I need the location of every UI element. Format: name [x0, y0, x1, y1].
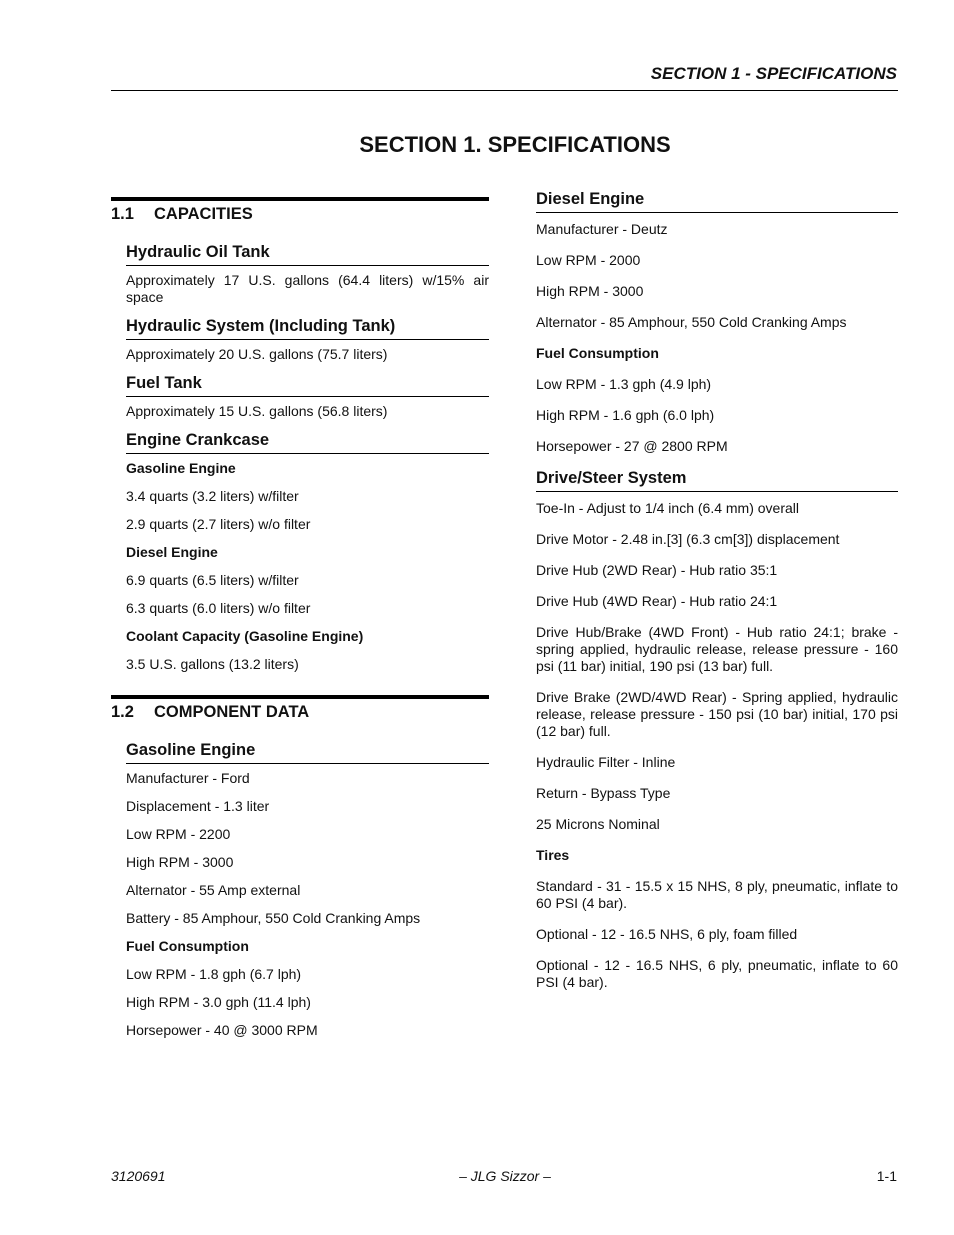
subheading: Diesel Engine [536, 190, 898, 213]
header-rule [111, 90, 898, 91]
spec-line: Manufacturer - Ford [126, 770, 250, 786]
spec-line: Displacement - 1.3 liter [126, 798, 270, 814]
footer-doc-number: 3120691 [111, 1168, 166, 1184]
spec-line: Drive Motor - 2.48 in.[3] (6.3 cm[3]) displacement [536, 531, 840, 547]
text-lines [536, 221, 898, 455]
text-lines [126, 272, 489, 306]
block-hydraulic-system [126, 317, 489, 363]
block-gasoline-engine [126, 741, 489, 1039]
spec-line: Low RPM - 2000 [536, 252, 641, 268]
subheading: Gasoline Engine [126, 741, 489, 764]
spec-line: Standard - 31 - 15.5 x 15 NHS, 8 ply, pneumatic, inflate to 60 PSI (4 bar). [536, 878, 898, 911]
spec-line: Optional - 12 - 16.5 NHS, 6 ply, pneumatic, inflate to 60 PSI (4 bar). [536, 957, 898, 990]
subheading: Hydraulic Oil Tank [126, 243, 489, 266]
spec-subheading: Fuel Consumption [536, 345, 659, 361]
section-heading-component-data [111, 695, 489, 733]
spec-line: Approximately 15 U.S. gallons (56.8 liters) [126, 403, 388, 419]
spec-line: Drive Hub (4WD Rear) - Hub ratio 24:1 [536, 593, 778, 609]
spec-line: Drive Hub (2WD Rear) - Hub ratio 35:1 [536, 562, 778, 578]
spec-line: Low RPM - 2200 [126, 826, 231, 842]
subheading: Fuel Tank [126, 374, 489, 397]
spec-line: Optional - 12 - 16.5 NHS, 6 ply, foam filled [536, 926, 798, 942]
spec-line: Alternator - 85 Amphour, 550 Cold Cranking Amps [536, 314, 847, 330]
section-number: 1.1 [111, 205, 134, 223]
spec-line: High RPM - 1.6 gph (6.0 lph) [536, 407, 715, 423]
text-lines [126, 403, 489, 420]
running-header: SECTION 1 - SPECIFICATIONS [650, 64, 897, 83]
text-lines [126, 770, 489, 1039]
subheading: Hydraulic System (Including Tank) [126, 317, 489, 340]
spec-line: Hydraulic Filter - Inline [536, 754, 676, 770]
text-lines [126, 346, 489, 363]
spec-line: High RPM - 3.0 gph (11.4 lph) [126, 994, 311, 1010]
block-engine-crankcase [126, 431, 489, 673]
block-hydraulic-oil-tank [126, 243, 489, 306]
text-lines [536, 500, 898, 991]
spec-line: Approximately 17 U.S. gallons (64.4 liters) w/15% air space [126, 272, 489, 305]
spec-line: Approximately 20 U.S. gallons (75.7 liters) [126, 346, 388, 362]
spec-line: Battery - 85 Amphour, 550 Cold Cranking Amps [126, 910, 421, 926]
block-diesel-engine [536, 190, 898, 455]
spec-line: Horsepower - 27 @ 2800 RPM [536, 438, 728, 454]
spec-line: High RPM - 3000 [126, 854, 234, 870]
text-lines [126, 460, 489, 673]
spec-line: 25 Microns Nominal [536, 816, 660, 832]
spec-line: 6.9 quarts (6.5 liters) w/filter [126, 572, 299, 588]
section-title: CAPACITIES [154, 205, 253, 223]
spec-line: Horsepower - 40 @ 3000 RPM [126, 1022, 318, 1038]
spec-line: Toe-In - Adjust to 1/4 inch (6.4 mm) overall [536, 500, 799, 516]
block-drive-steer [536, 469, 898, 991]
subheading: Drive/Steer System [536, 469, 898, 492]
right-column [536, 190, 898, 1005]
spec-line: Low RPM - 1.8 gph (6.7 lph) [126, 966, 302, 982]
spec-line: Manufacturer - Deutz [536, 221, 668, 237]
spec-subheading: Coolant Capacity (Gasoline Engine) [126, 628, 364, 644]
spec-subheading: Gasoline Engine [126, 460, 236, 476]
block-fuel-tank [126, 374, 489, 420]
footer-product: – JLG Sizzor – [459, 1168, 551, 1184]
left-column [111, 197, 489, 1050]
page-title: SECTION 1. SPECIFICATIONS [359, 132, 671, 157]
spec-line: 2.9 quarts (2.7 liters) w/o filter [126, 516, 311, 532]
spec-subheading: Diesel Engine [126, 544, 218, 560]
spec-subheading: Fuel Consumption [126, 938, 249, 954]
spec-line: Alternator - 55 Amp external [126, 882, 301, 898]
spec-line: 6.3 quarts (6.0 liters) w/o filter [126, 600, 311, 616]
section-number: 1.2 [111, 703, 134, 721]
spec-line: Return - Bypass Type [536, 785, 671, 801]
spec-line: 3.5 U.S. gallons (13.2 liters) [126, 656, 299, 672]
spec-subheading: Tires [536, 847, 570, 863]
footer-page-number: 1-1 [876, 1168, 897, 1184]
subheading: Engine Crankcase [126, 431, 489, 454]
section-title: COMPONENT DATA [154, 703, 310, 721]
spec-line: 3.4 quarts (3.2 liters) w/filter [126, 488, 299, 504]
spec-line: Low RPM - 1.3 gph (4.9 lph) [536, 376, 712, 392]
spec-line: Drive Brake (2WD/4WD Rear) - Spring applied, hydraulic release, release pressure - 150 psi (10 bar) initial, 170 psi (12 bar) full. [536, 689, 898, 739]
spec-line: Drive Hub/Brake (4WD Front) - Hub ratio 24:1; brake - spring applied, hydraulic release, release pressure - 160 psi (11 bar) initial, 190 psi (13 bar) full. [536, 624, 898, 674]
section-heading-capacities [111, 197, 489, 235]
spec-line: High RPM - 3000 [536, 283, 644, 299]
